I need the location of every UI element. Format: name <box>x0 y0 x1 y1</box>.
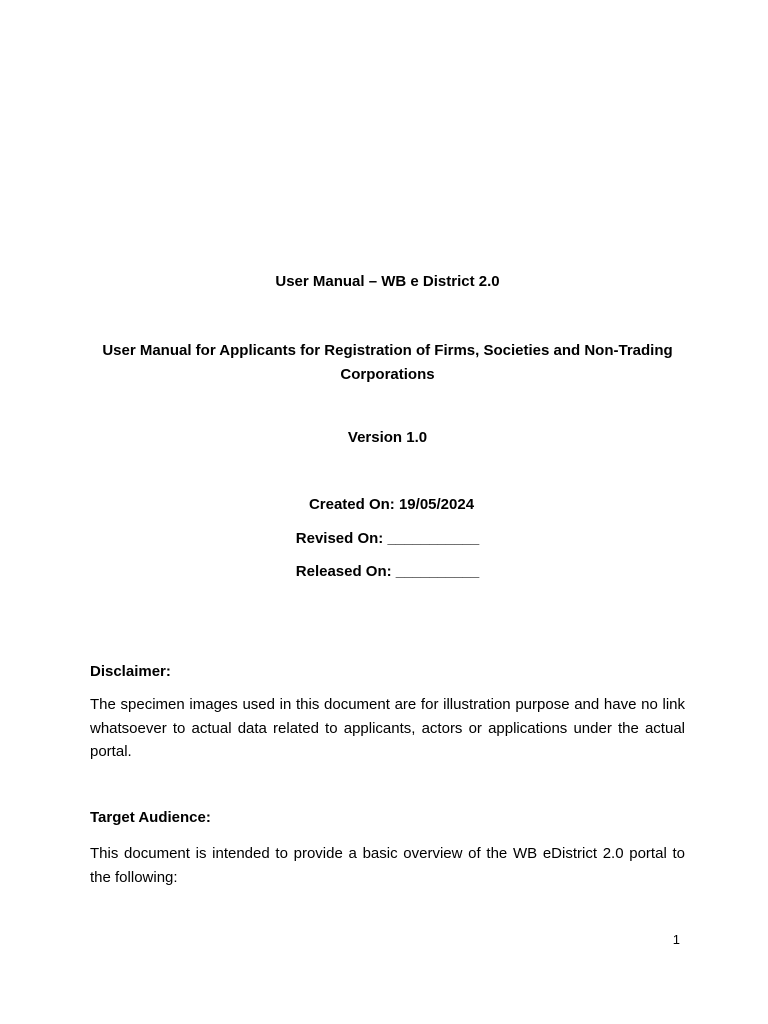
revised-on-label: Revised On: ___________ <box>295 530 480 547</box>
document-subtitle: User Manual for Applicants for Registration of Firms, Societies and Non-Trading Corporations <box>102 342 673 383</box>
disclaimer-text: The specimen images used in this document are for illustration purpose and have no link whatsoever to actual data related to applicants, actors or applications under the actual portal. <box>90 696 685 760</box>
target-audience-heading: Target Audience: <box>90 809 211 826</box>
disclaimer-heading: Disclaimer: <box>90 663 171 680</box>
created-on-label: Created On: 19/05/2024 <box>308 496 475 513</box>
document-title: User Manual – WB e District 2.0 <box>275 273 500 290</box>
target-audience-text: This document is intended to provide a basic overview of the WB eDistrict 2.0 portal to the following: <box>90 845 685 886</box>
version-label: Version 1.0 <box>347 429 428 446</box>
page-number: 1 <box>672 932 680 947</box>
released-on-label: Released On: __________ <box>295 563 480 580</box>
